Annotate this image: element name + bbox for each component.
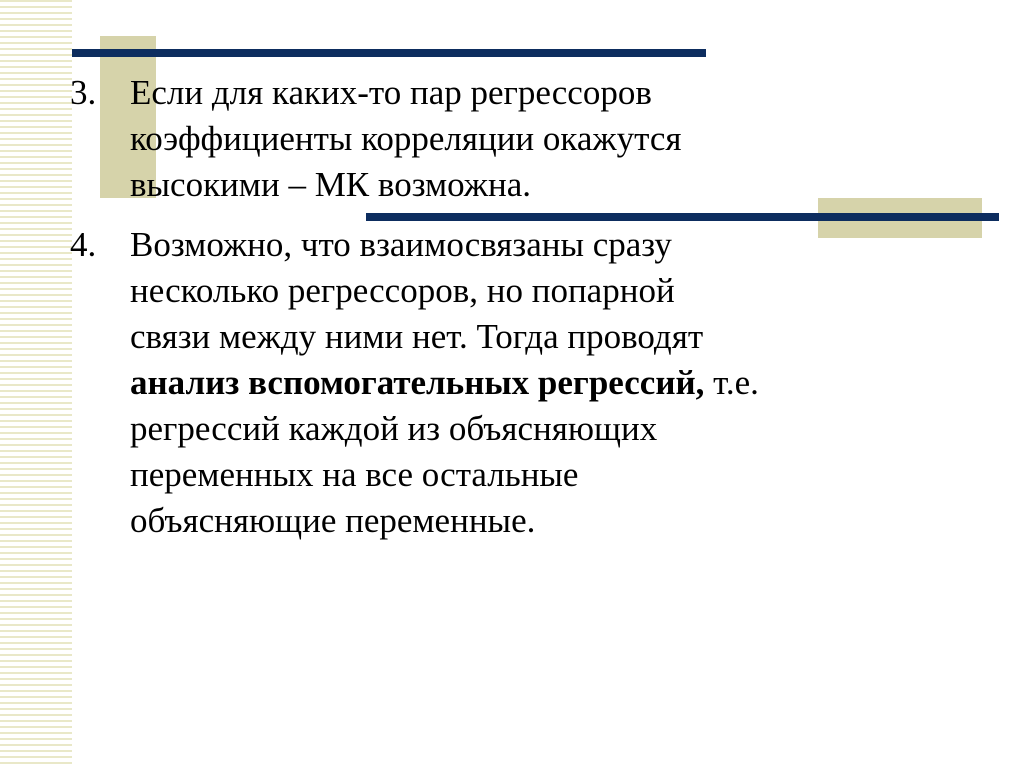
- list-item-text-line: коэффициенты корреляции окажутся: [130, 119, 682, 158]
- decorative-stripe-bar: [0, 0, 72, 768]
- list-item-text-line: Возможно, что взаимосвязаны сразу: [130, 225, 672, 264]
- slide-content: [70, 70, 970, 544]
- list-item-text-line: регрессий каждой из объясняющих: [130, 409, 658, 448]
- list-item-text-line: переменных на все остальные: [130, 455, 579, 494]
- list-item-text-line: несколько регрессоров, но попарной: [130, 271, 675, 310]
- list-item-text-line: связи между ними нет. Тогда проводят: [130, 317, 704, 356]
- list-item-text-line: Если для каких-то пар регрессоров: [130, 73, 652, 112]
- list-item-4: [70, 222, 970, 544]
- list-item-text-continuation: т.е.: [704, 363, 759, 402]
- list-item-text-line: объясняющие переменные.: [130, 501, 536, 540]
- emphasized-term: анализ вспомогательных регрессий,: [130, 363, 705, 402]
- list-item-text-line-mixed: [130, 360, 970, 406]
- list-item-number: 4.: [70, 225, 97, 264]
- decorative-navy-line-top: [72, 49, 706, 57]
- list-item-text-line: высокими – МК возможна.: [130, 165, 531, 204]
- list-item-3: [70, 70, 970, 208]
- list-item-number: 3.: [70, 73, 97, 112]
